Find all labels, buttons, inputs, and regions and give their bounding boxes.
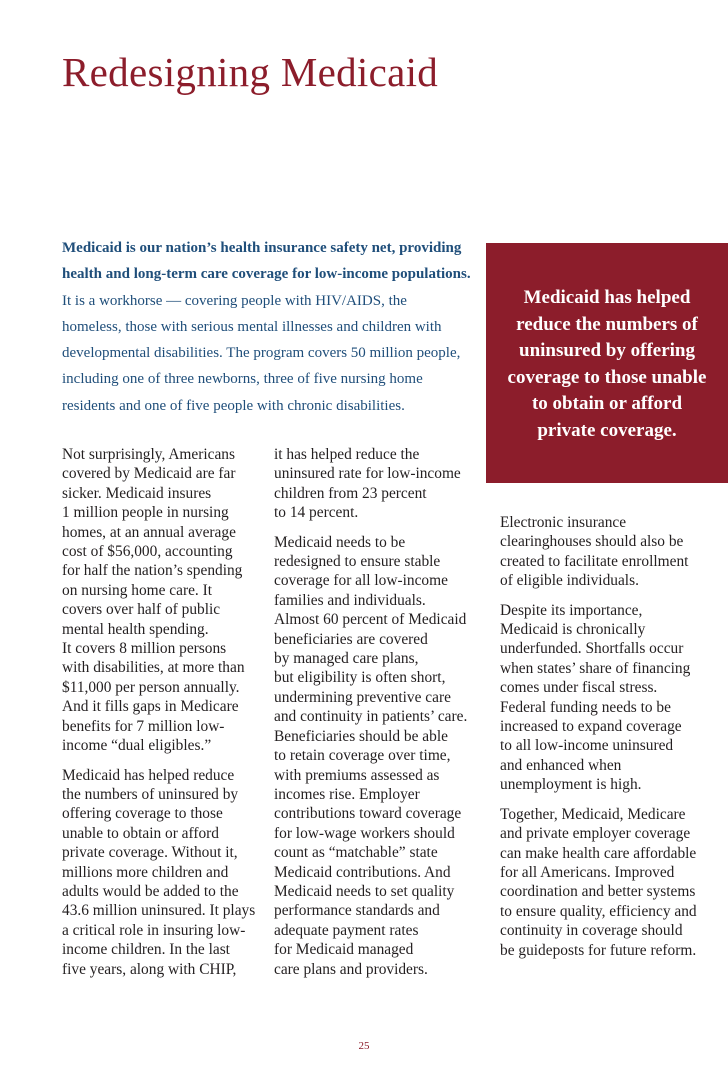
- body-line: for Medicaid managed: [274, 941, 414, 959]
- body-line: performance standards and: [274, 902, 440, 920]
- body-line: be guideposts for future reform.: [500, 941, 697, 959]
- body-line: on nursing home care. It: [62, 581, 213, 599]
- body-line: to retain coverage over time,: [274, 747, 451, 765]
- body-line: can make health care affordable: [500, 844, 697, 862]
- intro-line: including one of three newborns, three of five nursing home: [62, 371, 423, 388]
- body-line: adequate payment rates: [274, 921, 419, 939]
- body-line: And it fills gaps in Medicare: [62, 698, 239, 716]
- body-line: underfunded. Shortfalls occur: [500, 640, 684, 658]
- body-line: Federal funding needs to be: [500, 698, 671, 716]
- body-line: increased to expand coverage: [500, 718, 682, 736]
- body-line: Medicaid has helped reduce: [62, 766, 235, 784]
- pull-quote-text: [486, 285, 728, 444]
- body-line: and enhanced when: [500, 756, 622, 774]
- body-line: children from 23 percent: [274, 484, 427, 502]
- body-line: to all low-income uninsured: [500, 737, 674, 755]
- body-line: for low-wage workers should: [274, 824, 455, 842]
- body-line: it has helped reduce the: [274, 446, 420, 463]
- body-line: a critical role in insuring low-: [62, 921, 246, 939]
- body-line: with premiums assessed as: [274, 766, 440, 784]
- body-line: with disabilities, at more than: [62, 659, 245, 677]
- body-paragraph: [274, 533, 479, 979]
- intro-lead: [62, 235, 482, 288]
- body-paragraph: [500, 805, 705, 960]
- body-line: cost of $56,000, accounting: [62, 543, 233, 561]
- body-line: offering coverage to those: [62, 805, 223, 823]
- body-line: and continuity in patients’ care.: [274, 708, 468, 726]
- body-line: uninsured rate for low-income: [274, 465, 461, 483]
- body-line: millions more children and: [62, 863, 229, 881]
- body-column-2: [274, 445, 479, 989]
- body-line: Medicaid needs to be: [274, 533, 406, 551]
- intro-line: It is a workhorse — covering people with HIV/AIDS, the: [62, 292, 407, 309]
- body-line: and private employer coverage: [500, 825, 691, 843]
- body-line: benefits for 7 million low-: [62, 717, 225, 735]
- body-line: coverage for all low-income: [274, 572, 448, 590]
- body-paragraph: [500, 601, 705, 795]
- body-line: but eligibility is often short,: [274, 669, 446, 687]
- body-line: income “dual eligibles.”: [62, 737, 212, 755]
- body-line: Despite its importance,: [500, 601, 643, 619]
- body-line: by managed care plans,: [274, 650, 419, 668]
- body-line: of eligible individuals.: [500, 572, 639, 590]
- body-line: Medicaid needs to set quality: [274, 882, 455, 900]
- intro-line: Medicaid is our nation’s health insurance safety net, providing: [62, 240, 462, 256]
- body-line: care plans and providers.: [274, 960, 428, 978]
- body-line: covers over half of public: [62, 601, 221, 619]
- body-line: 43.6 million uninsured. It plays: [62, 902, 256, 920]
- body-line: the numbers of uninsured by: [62, 785, 239, 803]
- body-line: private coverage. Without it,: [62, 844, 238, 862]
- body-line: $11,000 per person annually.: [62, 678, 240, 696]
- body-line: count as “matchable” state: [274, 844, 438, 862]
- pull-quote-box: [486, 243, 728, 483]
- body-line: clearinghouses should also be: [500, 533, 684, 551]
- body-line: beneficiaries are covered: [274, 630, 428, 648]
- body-line: mental health spending.: [62, 620, 209, 638]
- body-line: Medicaid contributions. And: [274, 863, 451, 881]
- body-line: redesigned to ensure stable: [274, 553, 441, 571]
- body-line: adults would be added to the: [62, 882, 239, 900]
- body-line: coordination and better systems: [500, 883, 696, 901]
- intro-line: residents and one of five people with chronic disabilities.: [62, 397, 405, 414]
- body-line: continuity in coverage should: [500, 922, 683, 940]
- body-line: when states’ share of financing: [500, 659, 691, 677]
- page-title: Redesigning Medicaid: [62, 49, 439, 95]
- intro-line: homeless, those with serious mental illnesses and children with: [62, 318, 442, 335]
- body-paragraph: [62, 766, 262, 979]
- body-line: undermining preventive care: [274, 688, 451, 706]
- pull-quote-line: to obtain or afford: [531, 393, 683, 414]
- body-line: for all Americans. Improved: [500, 863, 675, 881]
- body-column-1: [62, 445, 262, 989]
- body-line: It covers 8 million persons: [62, 640, 227, 658]
- body-paragraph: [62, 445, 262, 756]
- body-line: income children. In the last: [62, 941, 230, 959]
- body-line: Not surprisingly, Americans: [62, 446, 235, 463]
- body-line: created to facilitate enrollment: [500, 552, 689, 570]
- body-line: Electronic insurance: [500, 514, 627, 531]
- body-paragraph: [274, 445, 479, 523]
- intro-line: health and long-term care coverage for low-income populations.: [62, 266, 471, 283]
- body-line: homes, at an annual average: [62, 523, 236, 541]
- body-line: to 14 percent.: [274, 504, 359, 522]
- body-line: to ensure quality, efficiency and: [500, 902, 697, 920]
- intro-line: developmental disabilities. The program covers 50 million people,: [62, 345, 461, 362]
- body-line: sicker. Medicaid insures: [62, 484, 212, 502]
- body-line: 1 million people in nursing: [62, 504, 229, 522]
- intro-paragraph: [62, 235, 482, 419]
- body-line: covered by Medicaid are far: [62, 465, 236, 483]
- body-line: Together, Medicaid, Medicare: [500, 805, 686, 823]
- page-number: 25: [358, 1040, 370, 1052]
- body-line: five years, along with CHIP,: [62, 960, 237, 978]
- body-paragraph: [500, 513, 705, 591]
- body-line: comes under fiscal stress.: [500, 679, 658, 697]
- body-line: contributions toward coverage: [274, 805, 462, 823]
- body-line: for half the nation’s spending: [62, 562, 243, 580]
- body-line: Beneficiaries should be able: [274, 727, 448, 745]
- body-line: incomes rise. Employer: [274, 785, 420, 803]
- body-column-3: [500, 513, 705, 970]
- body-line: families and individuals.: [274, 591, 426, 609]
- body-line: unable to obtain or afford: [62, 824, 219, 842]
- pull-quote-line: uninsured by offering: [519, 340, 695, 361]
- body-line: Medicaid is chronically: [500, 621, 646, 639]
- body-line: unemployment is high.: [500, 776, 642, 794]
- pull-quote-line: coverage to those unable: [507, 366, 707, 388]
- body-line: Almost 60 percent of Medicaid: [274, 611, 467, 629]
- pull-quote-line: reduce the numbers of: [516, 313, 698, 335]
- pull-quote-line: Medicaid has helped: [523, 287, 691, 308]
- pull-quote-line: private coverage.: [537, 419, 677, 441]
